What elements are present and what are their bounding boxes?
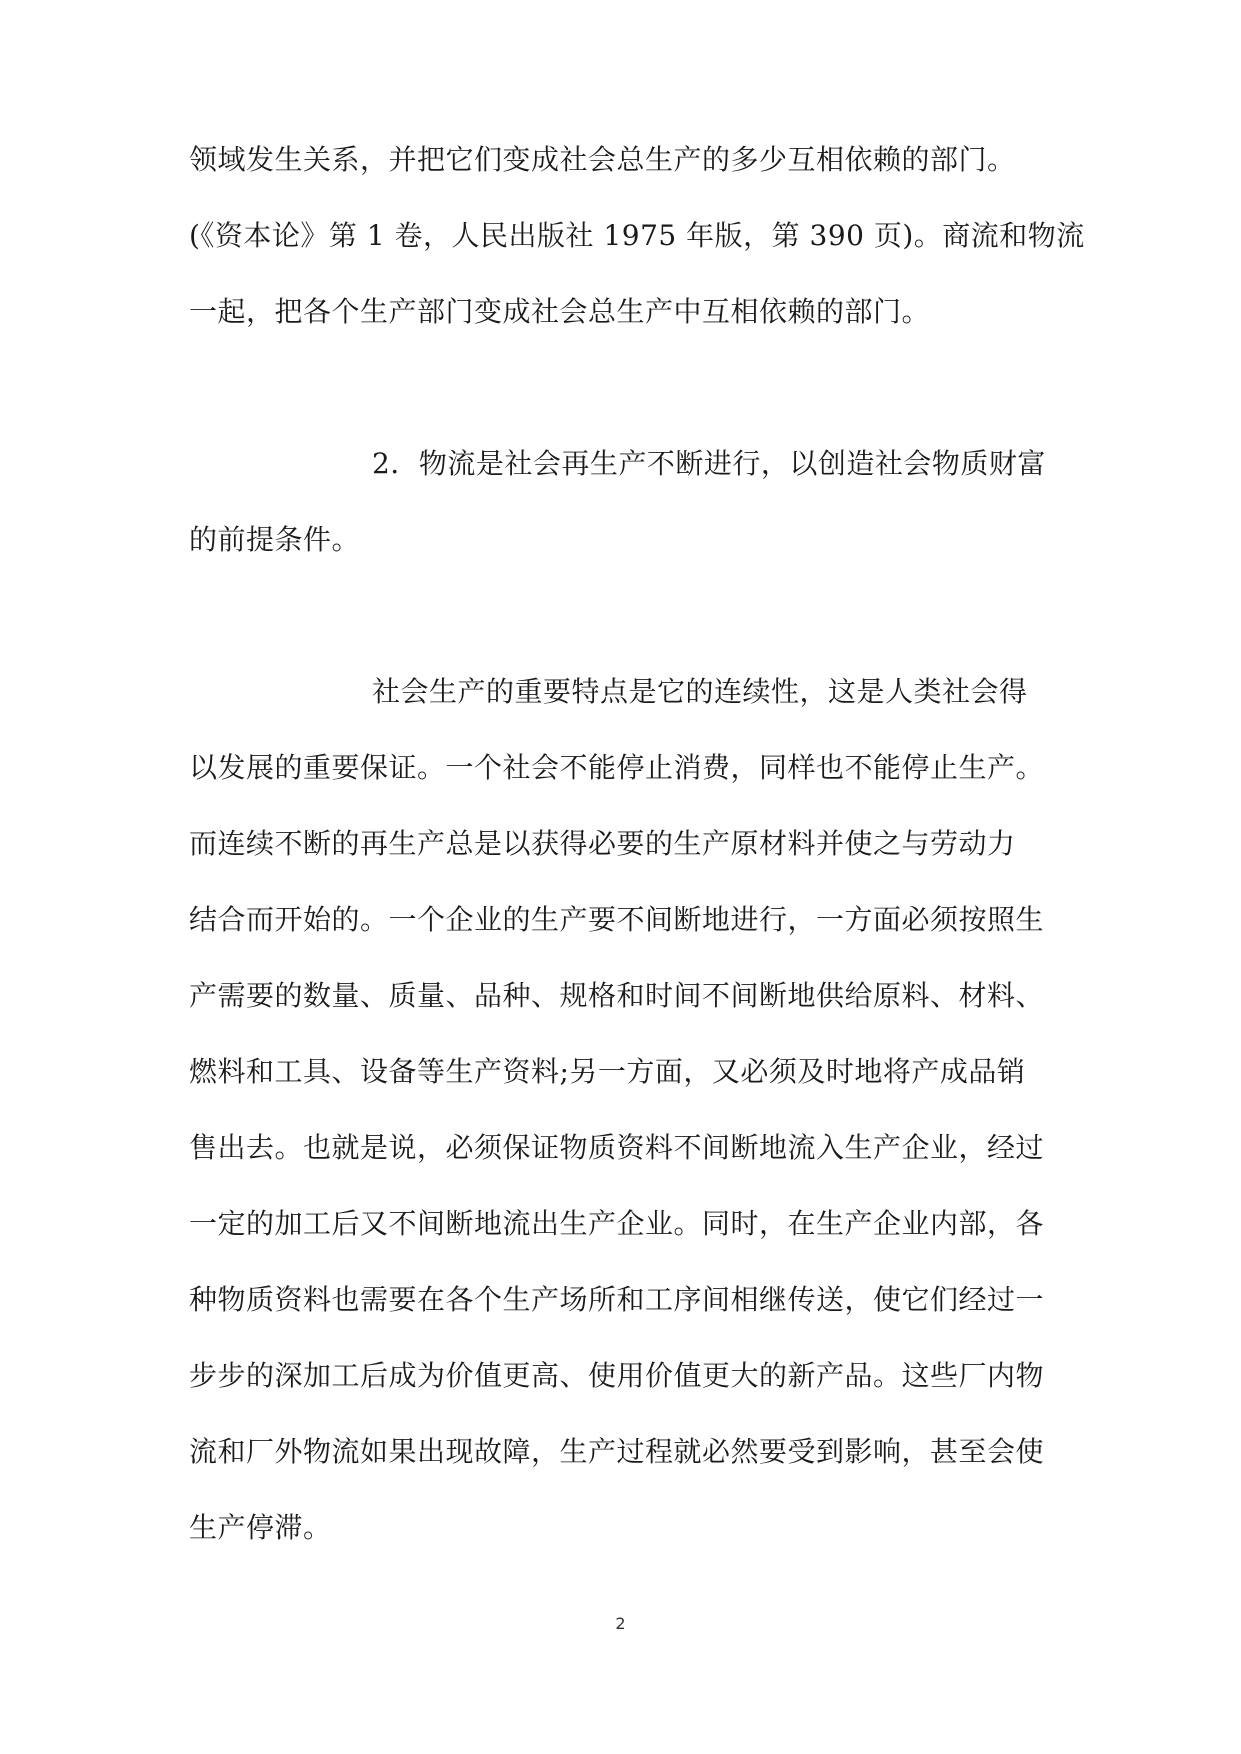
paragraph-3-line-1: 社会生产的重要特点是它的连续性，这是人类社会得 bbox=[372, 675, 1028, 708]
paragraph-3-line-6: 燃料和工具、设备等生产资料;另一方面，又必须及时地将产成品销 bbox=[189, 1055, 1026, 1088]
paragraph-1-line-2: (《资本论》第 1 卷，人民出版社 1975 年版，第 390 页)。商流和物流 bbox=[189, 219, 1085, 252]
paragraph-3-line-8: 一定的加工后又不间断地流出生产企业。同时，在生产企业内部，各 bbox=[189, 1207, 1045, 1240]
paragraph-3-line-11: 流和厂外物流如果出现故障，生产过程就必然要受到影响，甚至会使 bbox=[189, 1435, 1045, 1468]
paragraph-3-line-2: 以发展的重要保证。一个社会不能停止消费，同样也不能停止生产。 bbox=[189, 751, 1045, 784]
paragraph-3-line-12: 生产停滞。 bbox=[189, 1511, 332, 1544]
paragraph-2-line-2: 的前提条件。 bbox=[189, 523, 361, 556]
paragraph-3-line-7: 售出去。也就是说，必须保证物质资料不间断地流入生产企业，经过 bbox=[189, 1131, 1045, 1164]
paragraph-3-line-9: 种物质资料也需要在各个生产场所和工序间相继传送，使它们经过一 bbox=[189, 1283, 1045, 1316]
paragraph-2-line-1: 2．物流是社会再生产不断进行，以创造社会物质财富 bbox=[372, 447, 1046, 480]
paragraph-3-line-5: 产需要的数量、质量、品种、规格和时间不间断地供给原料、材料、 bbox=[189, 979, 1045, 1012]
paragraph-1-line-3: 一起，把各个生产部门变成社会总生产中互相依赖的部门。 bbox=[189, 295, 931, 328]
paragraph-3-line-3: 而连续不断的再生产总是以获得必要的生产原材料并使之与劳动力 bbox=[189, 827, 1016, 860]
paragraph-3-line-10: 步步的深加工后成为价值更高、使用价值更大的新产品。这些厂内物 bbox=[189, 1359, 1045, 1392]
paragraph-1-line-1: 领域发生关系，并把它们变成社会总生产的多少互相依赖的部门。 bbox=[189, 143, 1016, 176]
page-number: 2 bbox=[615, 1614, 626, 1633]
paragraph-3-line-4: 结合而开始的。一个企业的生产要不间断地进行，一方面必须按照生 bbox=[189, 903, 1045, 936]
